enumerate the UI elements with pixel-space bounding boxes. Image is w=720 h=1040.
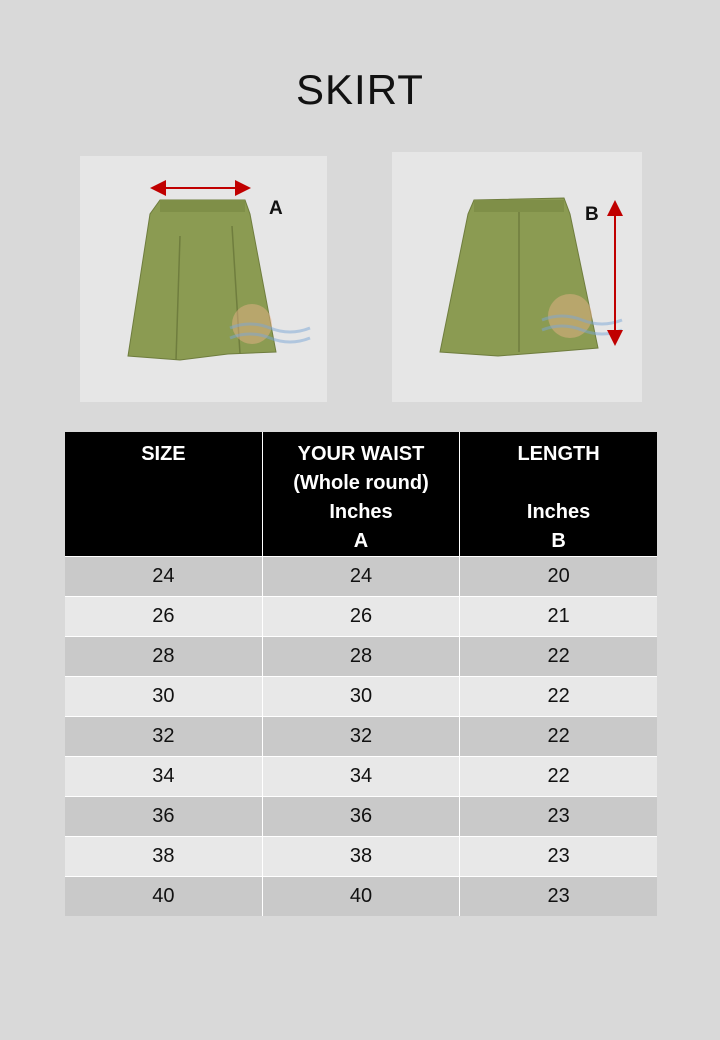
table-row xyxy=(65,757,657,797)
header-line xyxy=(460,469,657,498)
header-line: B xyxy=(551,530,566,552)
cell-size: 34 xyxy=(65,757,262,797)
cell-size: 32 xyxy=(65,717,262,757)
cell-waist: 32 xyxy=(262,717,459,757)
cell-length: 21 xyxy=(460,597,657,637)
cell-length: 22 xyxy=(460,677,657,717)
header-length xyxy=(460,432,657,557)
cell-length: 23 xyxy=(460,837,657,877)
cell-size: 30 xyxy=(65,677,262,717)
measure-label-a: A xyxy=(269,198,283,219)
header-line: Inches xyxy=(329,501,393,523)
skirt-back-illustration xyxy=(392,152,642,402)
size-chart-table xyxy=(65,432,657,916)
cell-length: 23 xyxy=(460,797,657,837)
cell-length: 23 xyxy=(460,877,657,917)
cell-length: 20 xyxy=(460,557,657,597)
skirt-front-illustration xyxy=(80,156,327,402)
cell-size: 38 xyxy=(65,837,262,877)
cell-size: 26 xyxy=(65,597,262,637)
header-line: (Whole round) xyxy=(293,472,429,494)
table-row xyxy=(65,837,657,877)
header-waist xyxy=(262,432,459,557)
cell-waist: 26 xyxy=(262,597,459,637)
cell-length: 22 xyxy=(460,717,657,757)
header-line: LENGTH xyxy=(517,443,600,465)
skirt-back-photo xyxy=(392,152,642,402)
skirt-front-photo xyxy=(80,156,327,402)
table-body xyxy=(65,557,657,917)
cell-waist: 34 xyxy=(262,757,459,797)
table-row xyxy=(65,677,657,717)
cell-waist: 40 xyxy=(262,877,459,917)
cell-length: 22 xyxy=(460,757,657,797)
header-line: SIZE xyxy=(141,443,186,465)
table-row xyxy=(65,597,657,637)
cell-size: 24 xyxy=(65,557,262,597)
cell-size: 28 xyxy=(65,637,262,677)
cell-waist: 38 xyxy=(262,837,459,877)
cell-waist: 28 xyxy=(262,637,459,677)
cell-waist: 30 xyxy=(262,677,459,717)
cell-size: 40 xyxy=(65,877,262,917)
cell-waist: 24 xyxy=(262,557,459,597)
table-row xyxy=(65,637,657,677)
table-row xyxy=(65,557,657,597)
cell-waist: 36 xyxy=(262,797,459,837)
cell-size: 36 xyxy=(65,797,262,837)
header-line: YOUR WAIST xyxy=(297,443,425,465)
measure-label-b: B xyxy=(585,204,599,225)
page-title: SKIRT xyxy=(296,66,424,113)
header-size xyxy=(65,432,262,557)
header-line: A xyxy=(353,530,369,552)
cell-length: 22 xyxy=(460,637,657,677)
header-line: Inches xyxy=(526,501,591,523)
table-header-row xyxy=(65,432,657,557)
table-row xyxy=(65,797,657,837)
table-row xyxy=(65,717,657,757)
table-row xyxy=(65,877,657,917)
